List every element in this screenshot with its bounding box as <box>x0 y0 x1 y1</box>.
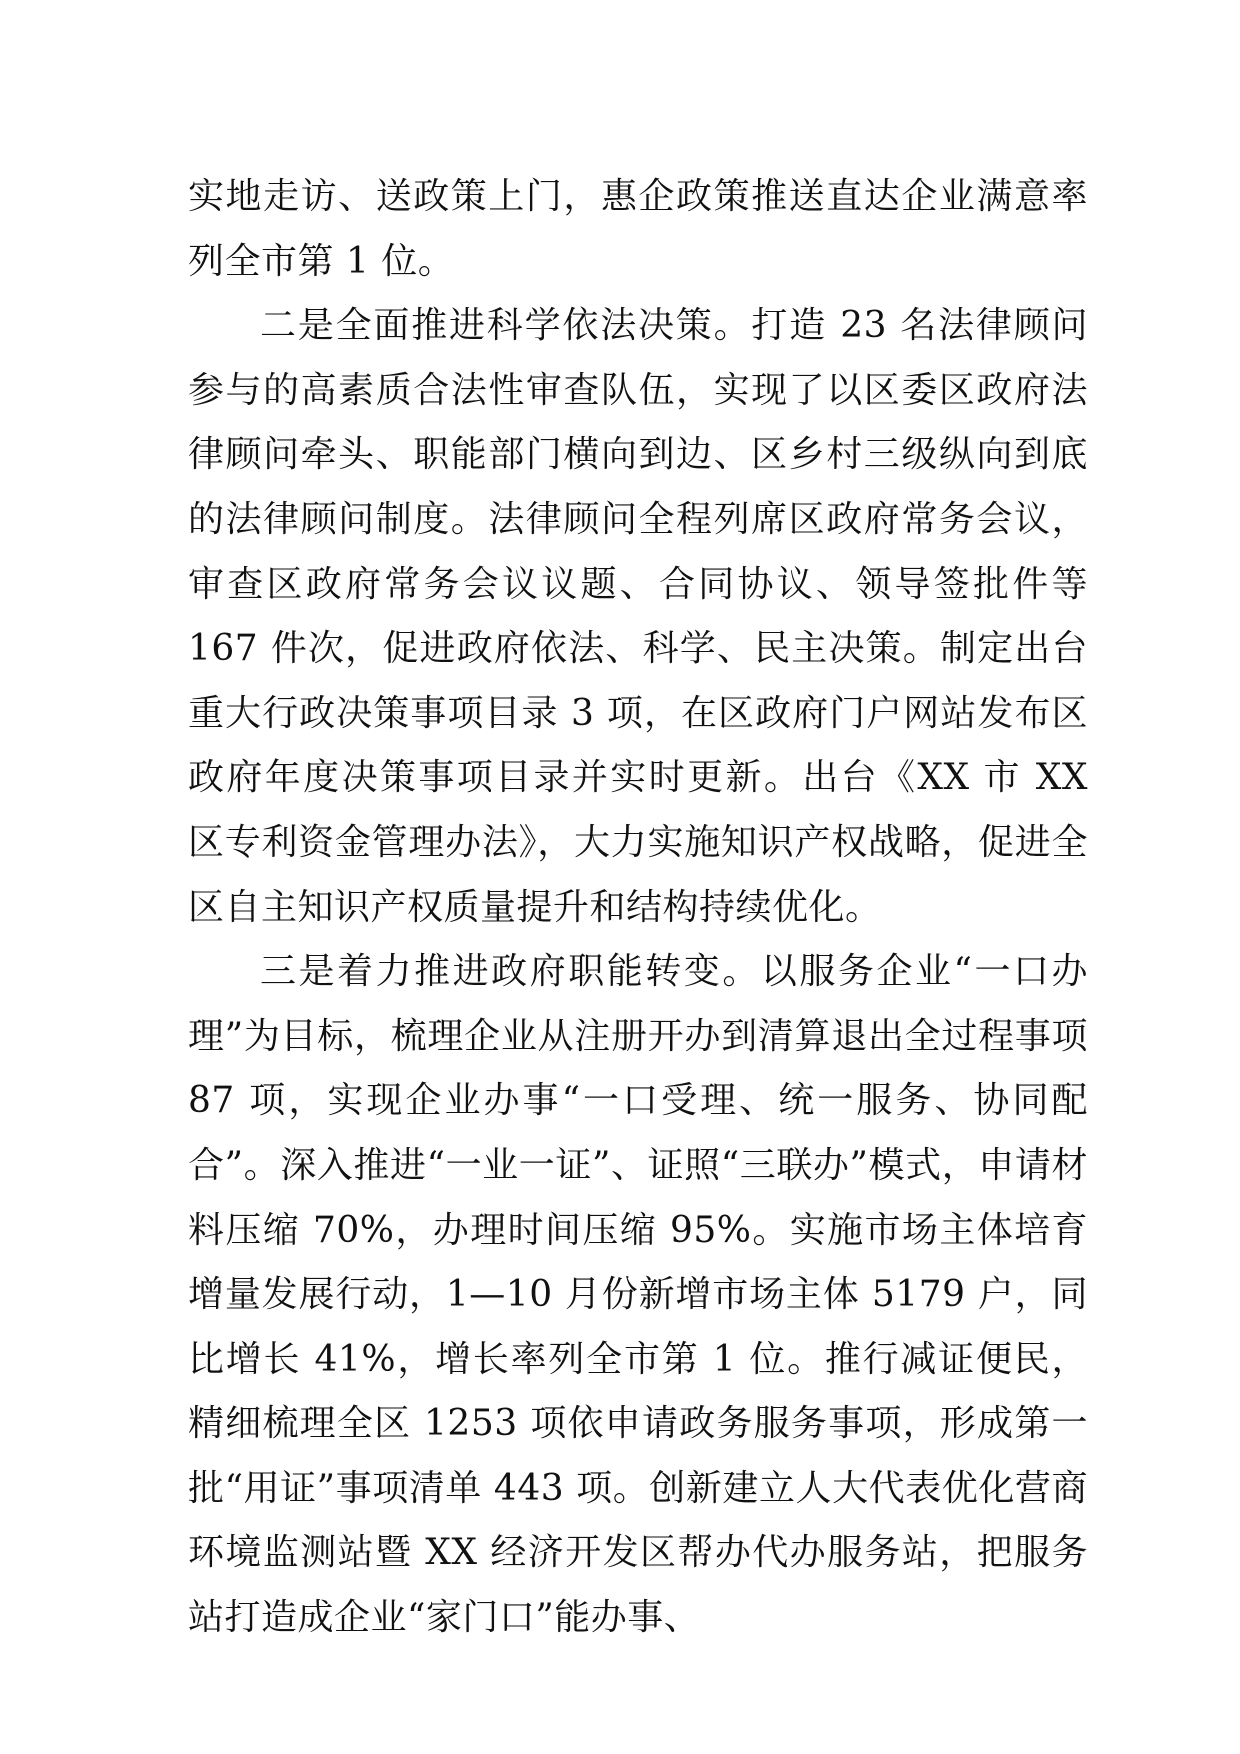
paragraph-continuation: 实地走访、送政策上门，惠企政策推送直达企业满意率列全市第 1 位。 <box>188 176 1088 282</box>
document-body <box>188 165 1088 1651</box>
paragraph-government-function: 三是着力推进政府职能转变。以服务企业“一口办理”为目标，梳理企业从注册开办到清算退出全过程事项 87 项，实现企业办事“一口受理、统一服务、协同配合”。深入推进“一业一证”、证照“三联办”模式，申请材料压缩 70%，办理时间压缩 95%。实施市场主体培育增量发展行动，1—10 月份新增市场主体 5179 户，同比增长 41%，增长率列全市第 1 位。推行减证便民，精细梳理全区 1253 项依申请政务服务事项，形成第一批“用证”事项清单 443 项。创新建立人大代表优化营商环境监测站暨 XX 经济开发区帮办代办服务站，把服务站打造成企业“家门口”能办事、 <box>188 951 1088 1639</box>
paragraph-legal-decision: 二是全面推进科学依法决策。打造 23 名法律顾问参与的高素质合法性审查队伍，实现了以区委区政府法律顾问牵头、职能部门横向到边、区乡村三级纵向到底的法律顾问制度。法律顾问全程列席区政府常务会议，审查区政府常务会议议题、合同协议、领导签批件等 167 件次，促进政府依法、科学、民主决策。制定出台重大行政决策事项目录 3 项，在区政府门户网站发布区政府年度决策事项目录并实时更新。出台《XX 市 XX 区专利资金管理办法》，大力实施知识产权战略，促进全区自主知识产权质量提升和结构持续优化。 <box>188 305 1088 928</box>
